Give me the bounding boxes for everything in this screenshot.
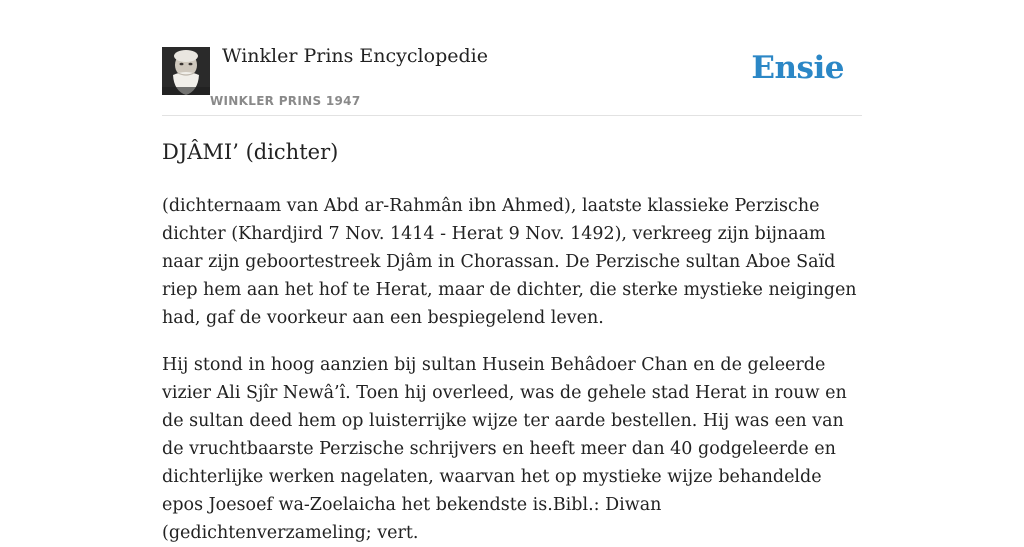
edition-label[interactable]: WINKLER PRINS 1947 bbox=[210, 94, 361, 108]
brand-logo[interactable]: Ensie bbox=[751, 50, 844, 86]
article-paragraph-1: (dichternaam van Abd ar-Rahmân ibn Ahmed), laatste klassieke Perzische dichter (Khardjird 7 Nov. 1414 - Herat 9 Nov. 1492), verkreeg zijn bijnaam naar zijn geboortestreek Djâm in Chorassan. De Perzische sultan Aboe Saïd riep hem aan het hof te Herat, maar de dichter, die sterke mystieke neigingen had, gaf de voorkeur aan een bespiegelend leven. bbox=[162, 196, 857, 328]
portrait-icon bbox=[162, 47, 210, 95]
article-title: DJÂMI’ (dichter) bbox=[162, 140, 339, 164]
site-title-link[interactable]: Winkler Prins Encyclopedie bbox=[222, 45, 488, 67]
avatar[interactable] bbox=[162, 47, 210, 95]
article-paragraph-2: Hij stond in hoog aanzien bij sultan Husein Behâdoer Chan en de geleerde vizier Ali Sjîr Newâ’î. Toen hij overleed, was de gehele stad Herat in rouw en de sultan deed hem op luisterrijke wijze ter aarde bestellen. Hij was een van de vruchtbaarste Perzische schrijvers en heeft meer dan 40 godgeleerde en dichterlijke werken nagelaten, waarvan het op mystieke wijze behandelde epos Joesoef wa-Zoelaicha het bekendste is.Bibl.: Diwan (gedichtenverzameling; vert. bbox=[162, 355, 847, 543]
content-container bbox=[162, 0, 862, 543]
site-header bbox=[162, 0, 862, 116]
